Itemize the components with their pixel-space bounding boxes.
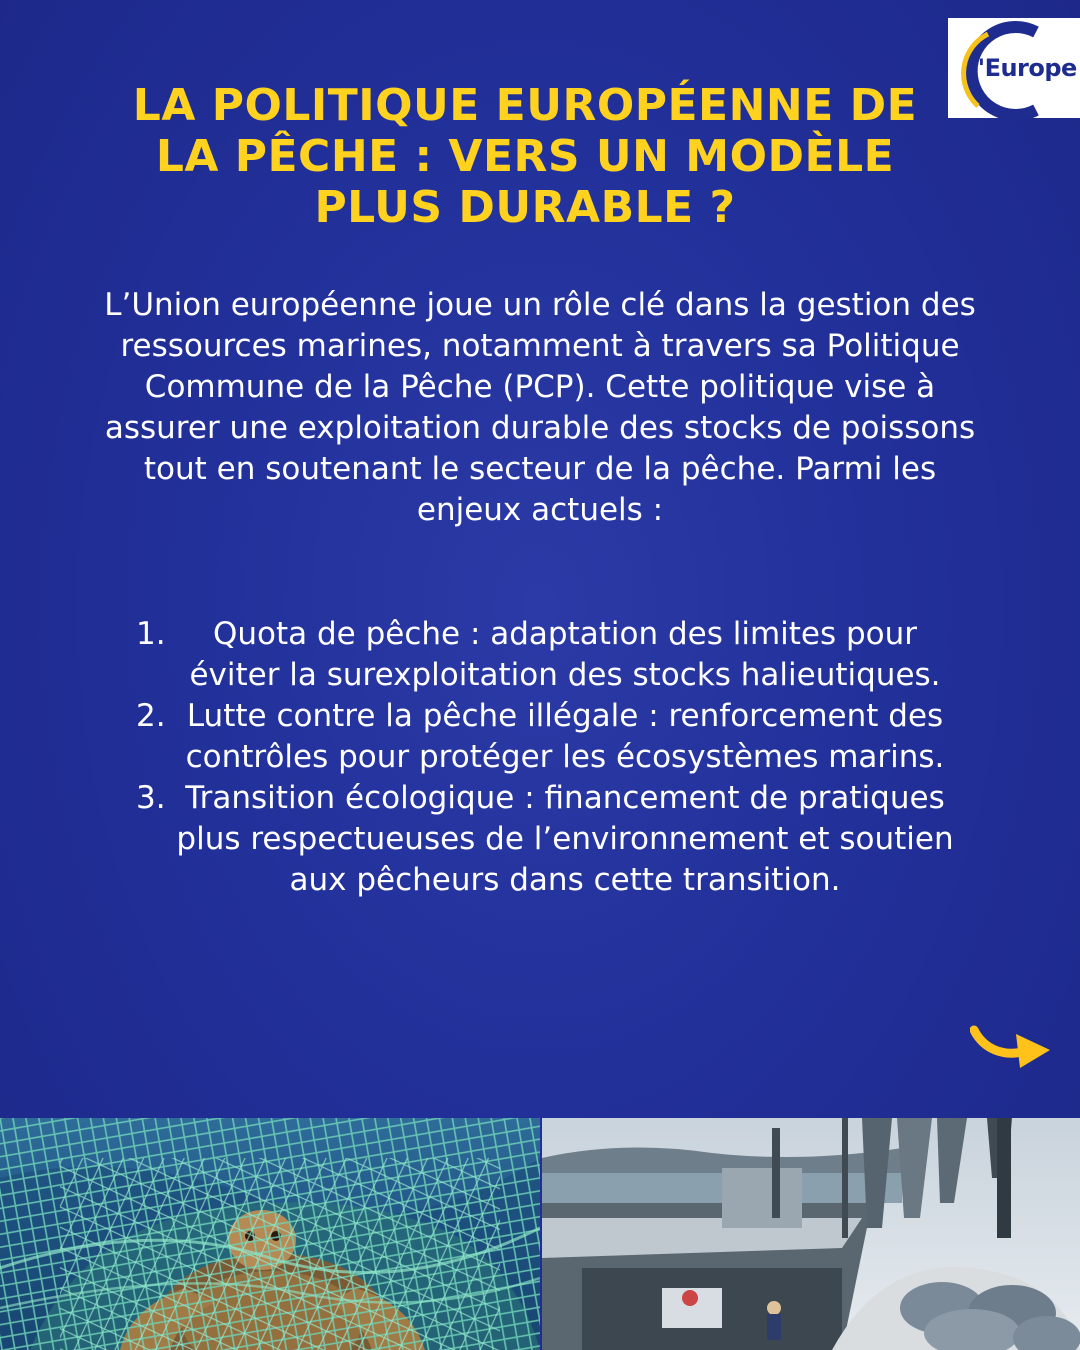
turtle-net-image — [0, 1118, 540, 1350]
arrow-right-icon — [970, 1018, 1052, 1074]
list-item-text: Lutte contre la pêche illégale : renforcement des contrôles pour protéger les écosystèmes marins. — [185, 698, 945, 775]
list-item-text: Transition écologique : financement de pratiques plus respectueuses de l’environnement et soutien aux pêcheurs dans cette transition. — [176, 780, 954, 898]
turtle-in-net-photo — [0, 1118, 540, 1350]
list-item-number: 2. — [136, 698, 166, 734]
fishing-boat-image — [542, 1118, 1080, 1350]
issues-list — [130, 614, 960, 901]
list-item-number: 3. — [136, 780, 166, 816]
next-slide-button[interactable] — [970, 1018, 1052, 1074]
intro-paragraph: L’Union européenne joue un rôle clé dans la gestion des ressources marines, notamment à travers sa Politique Commune de la Pêche (PCP). Cette politique vise à assurer une exploitation durable des stocks de poissons tout en soutenant le secteur de la pêche. Parmi les enjeux actuels : — [104, 287, 976, 528]
list-item — [130, 614, 960, 696]
list-item-text: Quota de pêche : adaptation des limites pour éviter la surexploitation des stocks halieutiques. — [189, 616, 941, 693]
list-item-number: 1. — [136, 616, 166, 652]
list-item — [130, 778, 960, 901]
fishing-port-photo — [542, 1118, 1080, 1350]
list-item — [130, 696, 960, 778]
logo-text: l'Europe — [970, 54, 1077, 82]
brand-logo — [948, 18, 1080, 118]
page-title: LA POLITIQUE EUROPÉENNE DE LA PÊCHE : VERS UN MODÈLE PLUS DURABLE ? — [132, 80, 918, 233]
